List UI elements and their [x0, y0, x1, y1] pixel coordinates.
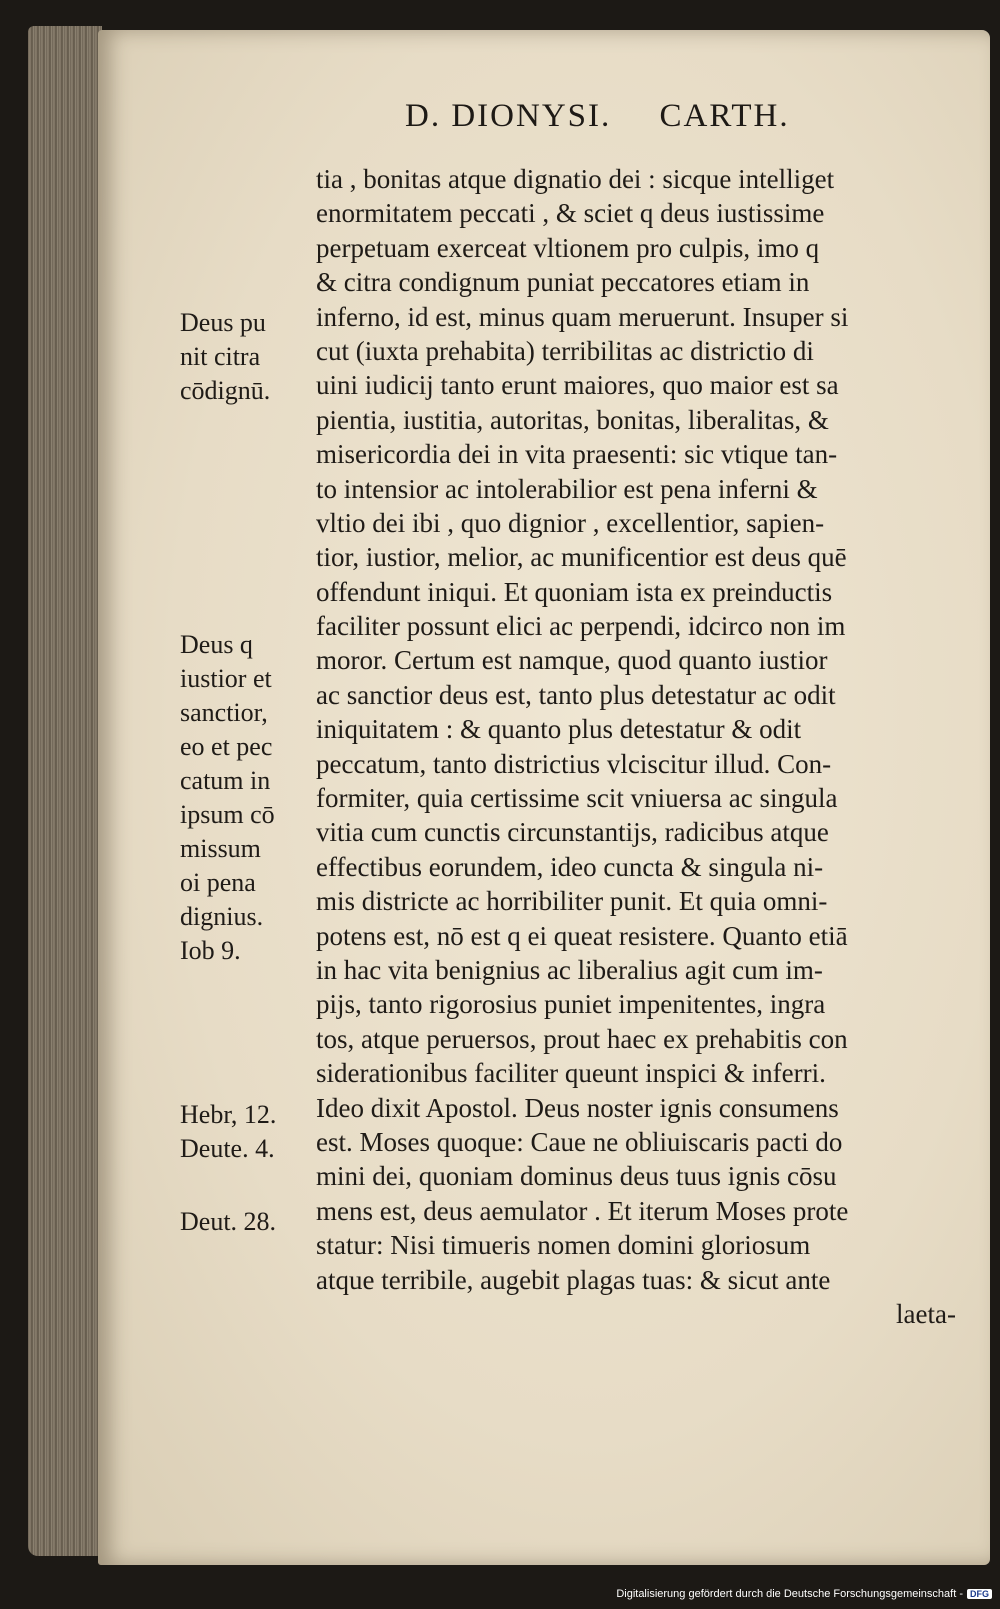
text-line: atque terribile, augebit plagas tuas: & sicut ante: [316, 1264, 831, 1295]
text-line: formiter, quia certissime scit vniuersa ac singula: [316, 783, 838, 814]
text-line: moror. Certum est namque, quod quanto iustior: [316, 645, 828, 676]
text-line: mens est, deus aemulator . Et iterum Moses prote: [316, 1195, 849, 1226]
margin-note-line: dignius.: [180, 902, 264, 931]
margin-note-line: cōdignū.: [180, 376, 271, 405]
margin-note-line: nit citra: [180, 342, 261, 371]
text-line: mis districte ac horribiliter punit. Et quia omni-: [316, 886, 828, 917]
text-line: to intensior ac intolerabilior est pena inferni &: [316, 473, 818, 504]
text-line: statur: Nisi timueris nomen domini gloriosum: [316, 1230, 811, 1261]
margin-note-line: catum in: [180, 766, 271, 795]
text-line: offendunt iniqui. Et quoniam ista ex preinductis: [316, 576, 833, 607]
book-edge: [28, 26, 102, 1556]
main-text-block: [316, 162, 956, 1331]
text-line: tos, atque peruersos, prout haec ex prehabitis con: [316, 1023, 848, 1054]
text-line: faciliter possunt elici ac perpendi, idcirco non im: [316, 611, 846, 642]
text-line: iniquitatem : & quanto plus detestatur & odit: [316, 714, 802, 745]
text-line: mini dei, quoniam dominus deus tuus ignis cōsu: [316, 1161, 837, 1192]
margin-note-line: Deus pu: [180, 308, 266, 337]
text-line: effectibus eorundem, ideo cuncta & singula ni-: [316, 851, 824, 882]
text-line: Ideo dixit Apostol. Deus noster ignis consumens: [316, 1092, 839, 1123]
text-line: pientia, iustitia, autoritas, bonitas, liberalitas, &: [316, 404, 829, 435]
text-line: enormitatem peccati , & sciet q deus iustissime: [316, 198, 825, 229]
text-line: uini iudicij tanto erunt maiores, quo maior est sa: [316, 370, 839, 401]
margin-note-deus-iustior: [180, 628, 305, 968]
margin-note-hebr-deute: [180, 1098, 305, 1166]
text-line: vitia cum cunctis circunstantijs, radicibus atque: [316, 817, 829, 848]
header-author-abbrev: CARTH.: [659, 98, 790, 134]
text-line: siderationibus faciliter queunt inspici & inferri.: [316, 1058, 826, 1089]
margin-note-line: ipsum cō: [180, 800, 275, 829]
text-line: peccatum, tanto districtius vlciscitur illud. Con-: [316, 748, 832, 779]
text-line: est. Moses quoque: Caue ne obliuiscaris pacti do: [316, 1126, 843, 1157]
credit-text: Digitalisierung gefördert durch die Deutsche Forschungsgemeinschaft -: [616, 1588, 963, 1600]
margin-note-line: Iob 9.: [180, 936, 241, 965]
running-header: [405, 98, 905, 135]
text-line: perpetuam exerceat vltionem pro culpis, imo q: [316, 232, 820, 263]
header-author: D. DIONYSI.: [405, 98, 612, 134]
text-line: cut (iuxta prehabita) terribilitas ac districtio di: [316, 335, 814, 366]
text-line: inferno, id est, minus quam meruerunt. Insuper si: [316, 301, 849, 332]
margin-note-line: Deut. 28.: [180, 1207, 277, 1236]
margin-note-deut-28: [180, 1205, 305, 1239]
text-line: in hac vita benignius ac liberalius agit cum im-: [316, 954, 823, 985]
digitization-credit: [616, 1588, 992, 1600]
margin-note-line: eo et pec: [180, 732, 273, 761]
text-line: pijs, tanto rigorosius puniet impenitentes, ingra: [316, 989, 826, 1020]
margin-note-line: Deus q: [180, 630, 253, 659]
text-line: & citra condignum puniat peccatores etiam in: [316, 267, 810, 298]
margin-note-line: Deute. 4.: [180, 1134, 275, 1163]
text-line: potens est, nō est q ei queat resistere. Quanto etiā: [316, 920, 848, 951]
margin-note-line: sanctior,: [180, 698, 268, 727]
margin-note-line: oi pena: [180, 868, 256, 897]
margin-note-deus-punit: [180, 306, 305, 408]
catchword: laeta-: [896, 1298, 956, 1329]
text-line: misericordia dei in vita praesenti: sic vtique tan-: [316, 439, 838, 470]
margin-note-line: iustior et: [180, 664, 272, 693]
text-line: tia , bonitas atque dignatio dei : sicque intelliget: [316, 164, 835, 194]
text-line: vltio dei ibi , quo dignior , excellentior, sapien-: [316, 507, 825, 538]
margin-note-line: missum: [180, 834, 261, 863]
dfg-logo: DFG: [967, 1589, 992, 1599]
text-line: ac sanctior deus est, tanto plus detestatur ac odit: [316, 679, 836, 710]
margin-note-line: Hebr, 12.: [180, 1100, 277, 1129]
text-line: tior, iustior, melior, ac munificentior est deus quē: [316, 542, 847, 573]
